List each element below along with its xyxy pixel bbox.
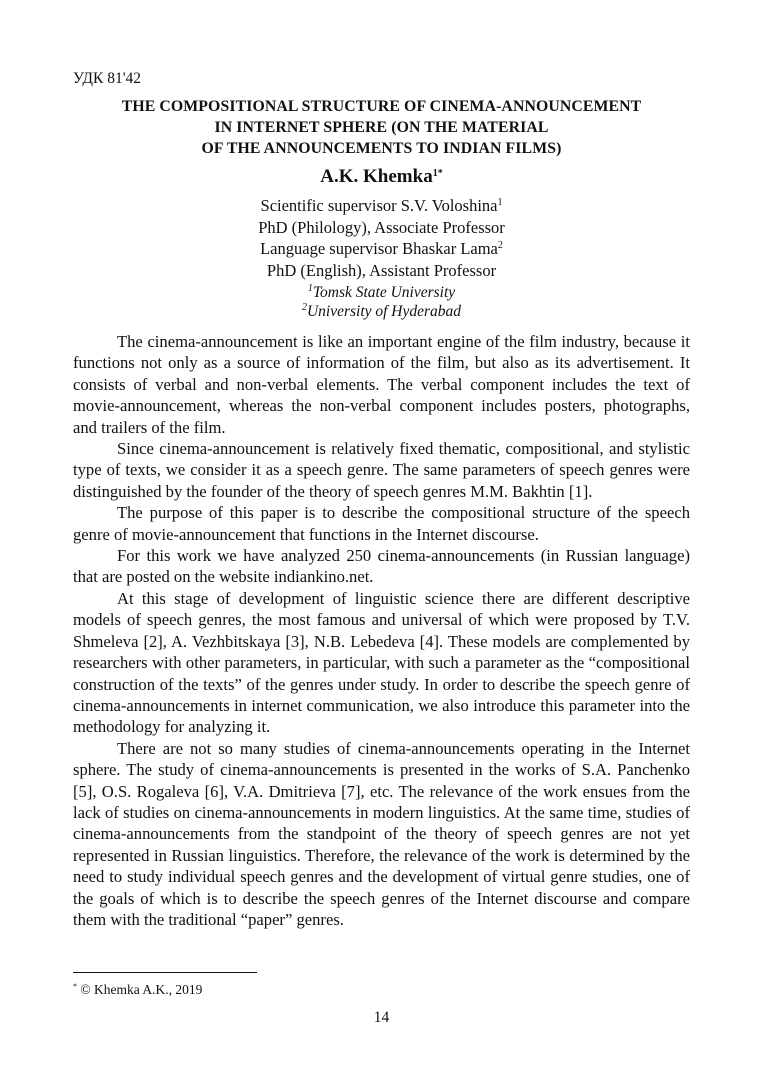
- affiliations-block: [73, 284, 690, 321]
- author-name: A.K. Khemka: [320, 166, 433, 187]
- supervisor-line: [73, 238, 690, 260]
- footnote-marker: *: [73, 982, 77, 992]
- author-line: [73, 166, 690, 188]
- affiliation-name: Tomsk State University: [312, 284, 456, 301]
- body-paragraph: There are not so many studies of cinema-announcements operating in the Internet sphere. The study of cinema-announcements is presented in the works of S.A. Panchenko [5], O.S. Rogaleva [6], V.A. Dmitrieva [7], etc. The relevance of the work ensues from the lack of studies on cinema-announcements in modern linguistics. At the same time, studies of cinema-announcements from the standpoint of the theory of speech genres are not yet represented in Russian linguistics. Therefore, the relevance of the work is determined by the need to study individual speech genres and the development of virtual genre studies, one of the goals of which is to describe the speech genres of the Internet discourse and compare them with the traditional “paper” genres.: [73, 738, 690, 929]
- page-number: 14: [373, 1009, 390, 1026]
- title-line: THE COMPOSITIONAL STRUCTURE OF CINEMA-ANNOUNCEMENT: [121, 98, 642, 115]
- body-paragraph: The cinema-announcement is like an important engine of the film industry, because it functions not only as a source of information of the film, but also as its advertisement. It consists of verbal and non-verbal elements. The verbal component includes the text of movie-announcement, whereas the non-verbal component includes posters, photographs, and trailers of the film.: [73, 332, 690, 437]
- supervisor-text: PhD (English), Assistant Professor: [266, 260, 497, 280]
- body-paragraph: The purpose of this paper is to describe the compositional structure of the speech genre of movie-announcement that functions in the Internet discourse.: [73, 503, 690, 544]
- affiliation-marker: 1: [307, 283, 313, 294]
- supervisor-line: [73, 260, 690, 282]
- affiliation-marker: 1: [497, 197, 503, 208]
- body-paragraph: For this work we have analyzed 250 cinema-announcements (in Russian language) that are posted on the website indiankino.net.: [73, 546, 690, 587]
- udk-code: УДК 81'42: [73, 70, 141, 87]
- footnote-divider: [73, 972, 257, 973]
- footnote-text: © Khemka A.K., 2019: [80, 982, 203, 997]
- footnote: [73, 982, 202, 998]
- title-line: OF THE ANNOUNCEMENTS TO INDIAN FILMS): [201, 140, 562, 157]
- supervisor-text: Language supervisor Bhaskar Lama: [260, 239, 498, 258]
- body-paragraph: At this stage of development of linguistic science there are different descriptive models of speech genres, the most famous and universal of which were proposed by T.V. Shmeleva [2], A. Vezhbitskaya [3], N.B. Lebedeva [4]. These models are complemented by researchers with other parameters, in particular, with such a parameter as the “compositional construction of the texts” of the genres under study. In order to describe the speech genre of cinema-announcements in internet communication, we also introduce this parameter into the methodology for analyzing it.: [73, 588, 690, 737]
- title-line: IN INTERNET SPHERE (ON THE MATERIAL: [214, 119, 549, 136]
- affiliation-line: [73, 303, 690, 322]
- article-body: [73, 331, 690, 930]
- article-title: [73, 96, 690, 159]
- supervisor-text: PhD (Philology), Associate Professor: [258, 217, 505, 237]
- affiliation-marker: 2: [497, 240, 503, 251]
- supervisor-line: [73, 217, 690, 239]
- affiliation-line: [73, 284, 690, 303]
- affiliation-marker: 2: [301, 301, 307, 313]
- supervisor-line: [73, 195, 690, 217]
- author-footnote-marker: 1*: [432, 168, 443, 179]
- supervisors-block: [73, 195, 690, 281]
- affiliation-name: University of Hyderabad: [306, 302, 462, 320]
- body-paragraph: Since cinema-announcement is relatively fixed thematic, compositional, and stylistic type of texts, we consider it as a speech genre. The same parameters of speech genres were distinguished by the founder of the theory of speech genres M.M. Bakhtin [1].: [73, 439, 690, 501]
- supervisor-text: Scientific supervisor S.V. Voloshina: [260, 196, 498, 215]
